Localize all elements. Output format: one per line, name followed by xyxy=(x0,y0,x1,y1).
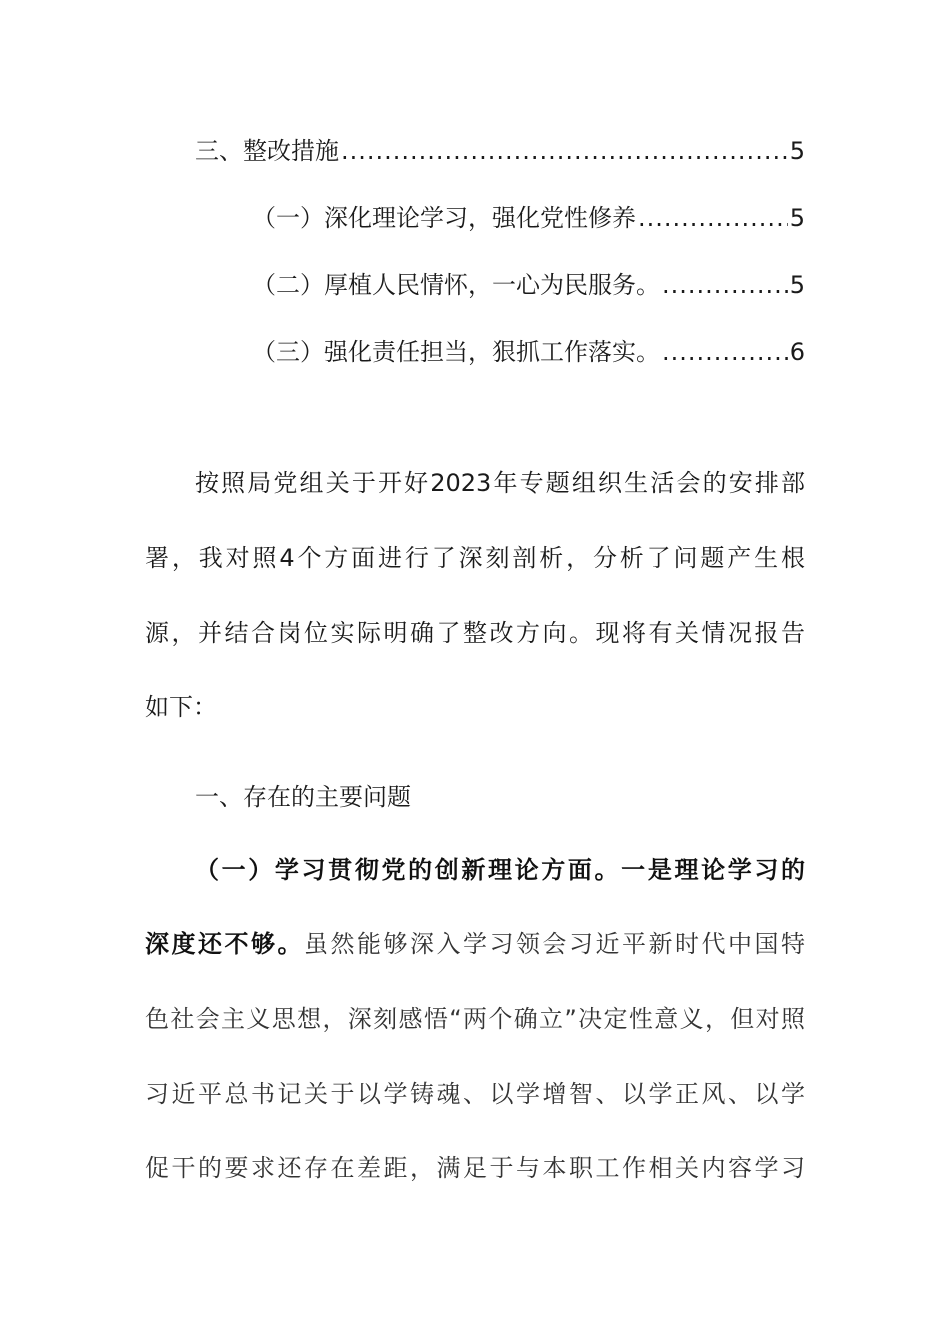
subsection-line-4: 习近平总书记关于以学铸魂、以学增智、以学正风、以学 xyxy=(145,1080,805,1108)
toc-leader-dots xyxy=(341,134,788,168)
toc-page-number: 5 xyxy=(789,204,805,232)
toc-leader-dots xyxy=(662,335,788,369)
subsection-line-2 xyxy=(145,927,805,961)
toc-entry-label: （二）厚植人民情怀，一心为民服务。 xyxy=(252,271,660,299)
toc-leader-dots xyxy=(662,268,788,302)
toc-entry-3[interactable] xyxy=(252,268,805,302)
toc-entry-label: （一）深化理论学习，强化党性修养 xyxy=(252,204,636,232)
toc-page-number: 6 xyxy=(789,338,805,366)
toc-entry-2[interactable] xyxy=(252,201,805,235)
subsection-line-5: 促干的要求还存在差距，满足于与本职工作相关内容学习 xyxy=(145,1154,805,1182)
intro-line-4: 如下： xyxy=(145,693,217,721)
section-heading: 一、存在的主要问题 xyxy=(195,783,411,811)
subsection-bold-lead: 深度还不够。 xyxy=(145,930,304,958)
toc-page-number: 5 xyxy=(789,271,805,299)
toc-entry-label: （三）强化责任担当，狠抓工作落实。 xyxy=(252,338,660,366)
subsection-line-3: 色社会主义思想，深刻感悟“两个确立”决定性意义，但对照 xyxy=(145,1005,805,1033)
toc-entry-label: 三、整改措施 xyxy=(195,137,339,165)
toc-page-number: 5 xyxy=(789,137,805,165)
toc-leader-dots xyxy=(638,201,788,235)
intro-line-3: 源，并结合岗位实际明确了整改方向。现将有关情况报告 xyxy=(145,619,805,647)
intro-line-1: 按照局党组关于开好2023年专题组织生活会的安排部 xyxy=(195,469,805,497)
subsection-text: 虽然能够深入学习领会习近平新时代中国特 xyxy=(304,930,805,958)
intro-line-2: 署，我对照4个方面进行了深刻剖析，分析了问题产生根 xyxy=(145,544,805,572)
toc-entry-1[interactable] xyxy=(195,134,805,168)
subsection-heading-line: （一）学习贯彻党的创新理论方面。一是理论学习的 xyxy=(195,856,805,884)
toc-entry-4[interactable] xyxy=(252,335,805,369)
